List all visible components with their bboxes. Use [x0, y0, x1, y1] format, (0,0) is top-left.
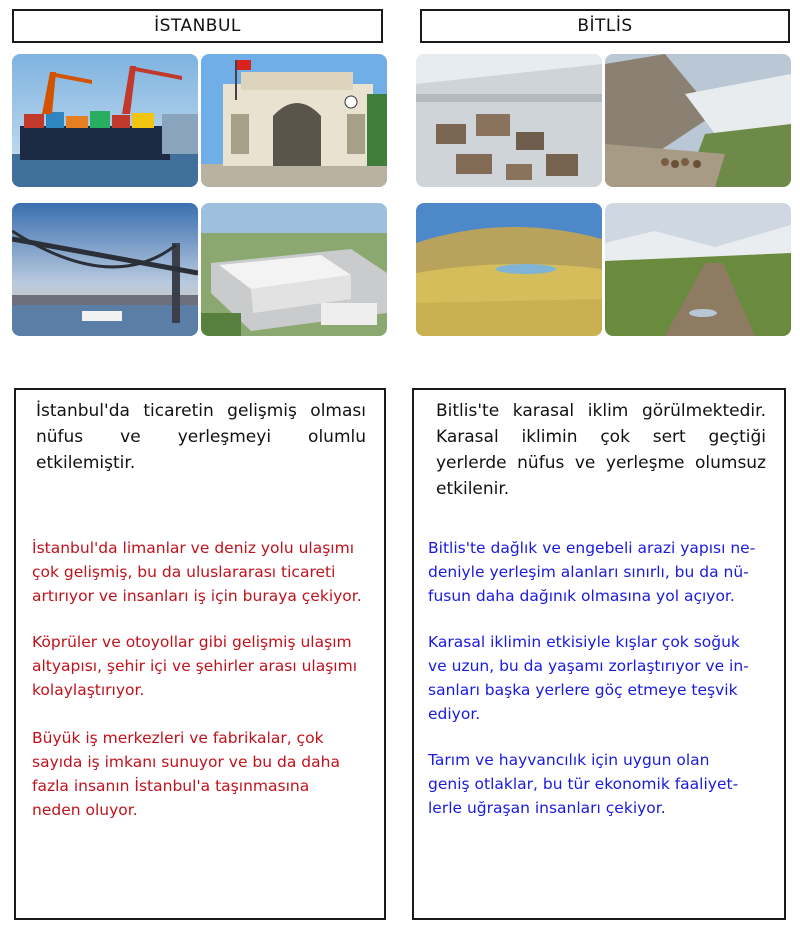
snowy-village-photo: [416, 54, 602, 187]
university-gate-photo: [201, 54, 387, 187]
istanbul-text-box: [14, 388, 386, 920]
bosphorus-bridge-photo: [12, 203, 198, 336]
text-line: lerle uğraşan insanları çekiyor.: [428, 799, 666, 817]
bitlis-paragraph-pastures: [428, 748, 780, 820]
text-line: Köprüler ve otoyollar gibi gelişmiş ulaşım: [32, 633, 352, 651]
istanbul-paragraph-transport: [32, 630, 377, 702]
text-line: deniyle yerleşim alanları sınırlı, bu da nü-: [428, 563, 749, 581]
text-line: İstanbul'da limanlar ve deniz yolu ulaşımı: [32, 539, 355, 557]
text-line: ediyor.: [428, 705, 481, 723]
text-line: ve uzun, bu da yaşamı zorlaştırıyor ve in-: [428, 657, 749, 675]
bitlis-paragraph-terrain: [428, 536, 780, 608]
text-line: fusun daha dağınık olmasına yol açıyor.: [428, 587, 735, 605]
dirt-road-valley-photo: [605, 203, 791, 336]
text-line: fazla insanın İstanbul'a taşınmasına: [32, 777, 310, 795]
crater-lake-photo: [416, 203, 602, 336]
sheep-mountain-photo: [605, 54, 791, 187]
bitlis-title: BİTLİS: [420, 9, 790, 43]
istanbul-intro: İstanbul'da ticaretin gelişmiş olması nüfus ve yerleşmeyi olumlu etkilemiştir.: [36, 401, 366, 473]
istanbul-paragraph-ports: [32, 536, 377, 608]
text-line: Bitlis'te dağlık ve engebeli arazi yapısı ne-: [428, 539, 756, 557]
text-line: altyapısı, şehir içi ve şehirler arası ulaşımı: [32, 657, 358, 675]
text-line: geniş otlaklar, bu tür ekonomik faaliyet-: [428, 775, 739, 793]
factory-aerial-photo: [201, 203, 387, 336]
bitlis-text-box: [412, 388, 786, 920]
text-line: neden oluyor.: [32, 801, 138, 819]
text-line: Karasal iklimin etkisiyle kışlar çok soğuk: [428, 633, 740, 651]
text-line: sanları başka yerlere göç etmeye teşvik: [428, 681, 738, 699]
bitlis-paragraph-climate: [428, 630, 780, 726]
text-line: kolaylaştırıyor.: [32, 681, 145, 699]
text-line: artırıyor ve insanları iş için buraya çekiyor.: [32, 587, 362, 605]
istanbul-title: İSTANBUL: [12, 9, 383, 43]
text-line: çok gelişmiş, bu da uluslararası ticareti: [32, 563, 336, 581]
cargo-port-photo: [12, 54, 198, 187]
text-line: sayıda iş imkanı sunuyor ve bu da daha: [32, 753, 340, 771]
text-line: Büyük iş merkezleri ve fabrikalar, çok: [32, 729, 324, 747]
istanbul-paragraph-business: [32, 726, 377, 822]
bitlis-intro: Bitlis'te karasal iklim görülmektedir. Karasal iklimin çok sert geçtiği yerlerde nüfus ve yerleşme olumsuz etkilenir.: [436, 401, 766, 499]
text-line: Tarım ve hayvancılık için uygun olan: [428, 751, 710, 769]
